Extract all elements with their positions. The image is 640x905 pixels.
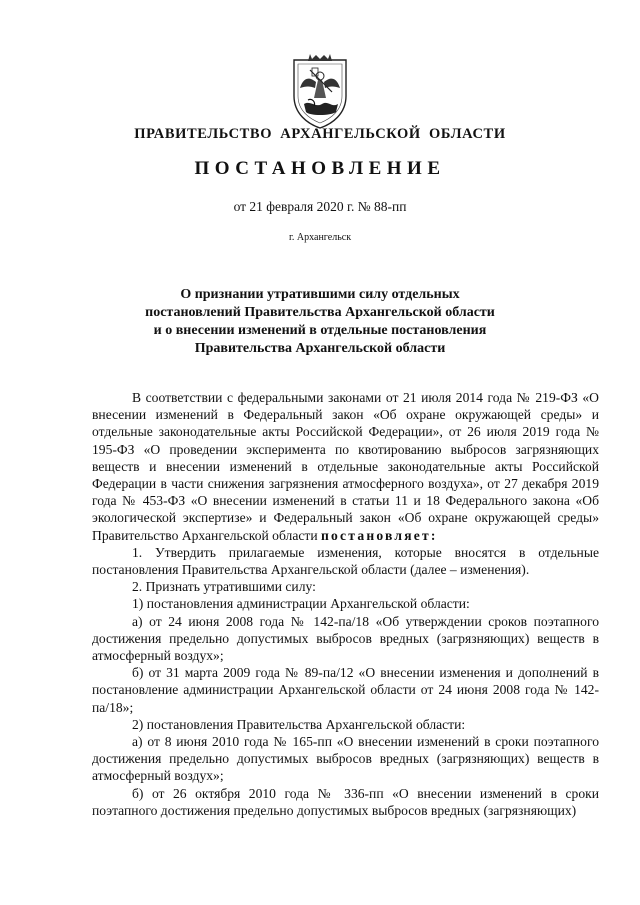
document-title — [0, 286, 640, 358]
intro-text: В соответствии с федеральными законами от 21 июля 2014 года № 219-ФЗ «О внесении изменений в Федеральный закон «Об охране окружающей среды» и отдельные законодательные акты Российской Федерации», от 26 июля 2019 года № 195-ФЗ «О проведении эксперимента по квотированию выбросов загрязняющих веществ и внесении изменений в отдельные законодательные акты Российской Федерации в части снижения загрязнения атмосферного воздуха», от 27 декабря 2019 года № 453-ФЗ «О внесении изменений в статьи 11 и 18 Федерального закона «Об экологической экспертизе» и Федеральный закон «Об охране окружающей среды» Правительство Архангельской области — [92, 390, 599, 543]
document-type: ПОСТАНОВЛЕНИЕ — [194, 158, 446, 179]
body-paragraph: а) от 8 июня 2010 года № 165-пп «О внесении изменений в сроки поэтапного достижения предельно допустимых выбросов вредных (загрязняющих) веществ в атмосферный воздух»; — [92, 734, 599, 784]
title-line: и о внесении изменений в отдельные постановления — [153, 323, 487, 338]
title-line: О признании утратившими силу отдельных — [180, 287, 460, 302]
title-line: постановлений Правительства Архангельской области — [145, 305, 495, 320]
body-paragraph: 2) постановления Правительства Архангельской области: — [132, 716, 466, 732]
intro-paragraph — [92, 389, 599, 544]
body-paragraph: а) от 24 июня 2008 года № 142-па/18 «Об утверждении сроков поэтапного достижения предельно допустимых выбросов вредных (загрязняющих) веществ в атмосферный воздух»; — [92, 613, 599, 664]
body-paragraph: 1. Утвердить прилагаемые изменения, которые вносятся в отдельные постановления Правительства Архангельской области (далее – изменения). — [92, 544, 599, 578]
archangel-coat-of-arms-icon — [288, 52, 352, 130]
document-body — [92, 389, 599, 819]
body-paragraph: 2. Признать утратившими силу: — [132, 579, 316, 595]
document-city: г. Архангельск — [288, 232, 352, 243]
body-paragraph: б) от 26 октября 2010 года № 336-пп «О внесении изменений в сроки поэтапного достижения предельно допустимых выбросов вредных (загрязняющих) — [92, 785, 599, 818]
body-paragraph: 1) постановления администрации Архангельской области: — [132, 596, 470, 612]
title-line: Правительства Архангельской области — [194, 341, 446, 356]
decree-word: постановляет: — [321, 527, 438, 543]
document-date-number: от 21 февраля 2020 г. № 88-пп — [233, 199, 407, 214]
organization-name: ПРАВИТЕЛЬСТВО АРХАНГЕЛЬСКОЙ ОБЛАСТИ — [134, 126, 506, 142]
body-paragraph: б) от 31 марта 2009 года № 89-па/12 «О внесении изменения и дополнений в постановление администрации Архангельской области от 24 июня 2008 года № 142-па/18»; — [92, 665, 599, 715]
